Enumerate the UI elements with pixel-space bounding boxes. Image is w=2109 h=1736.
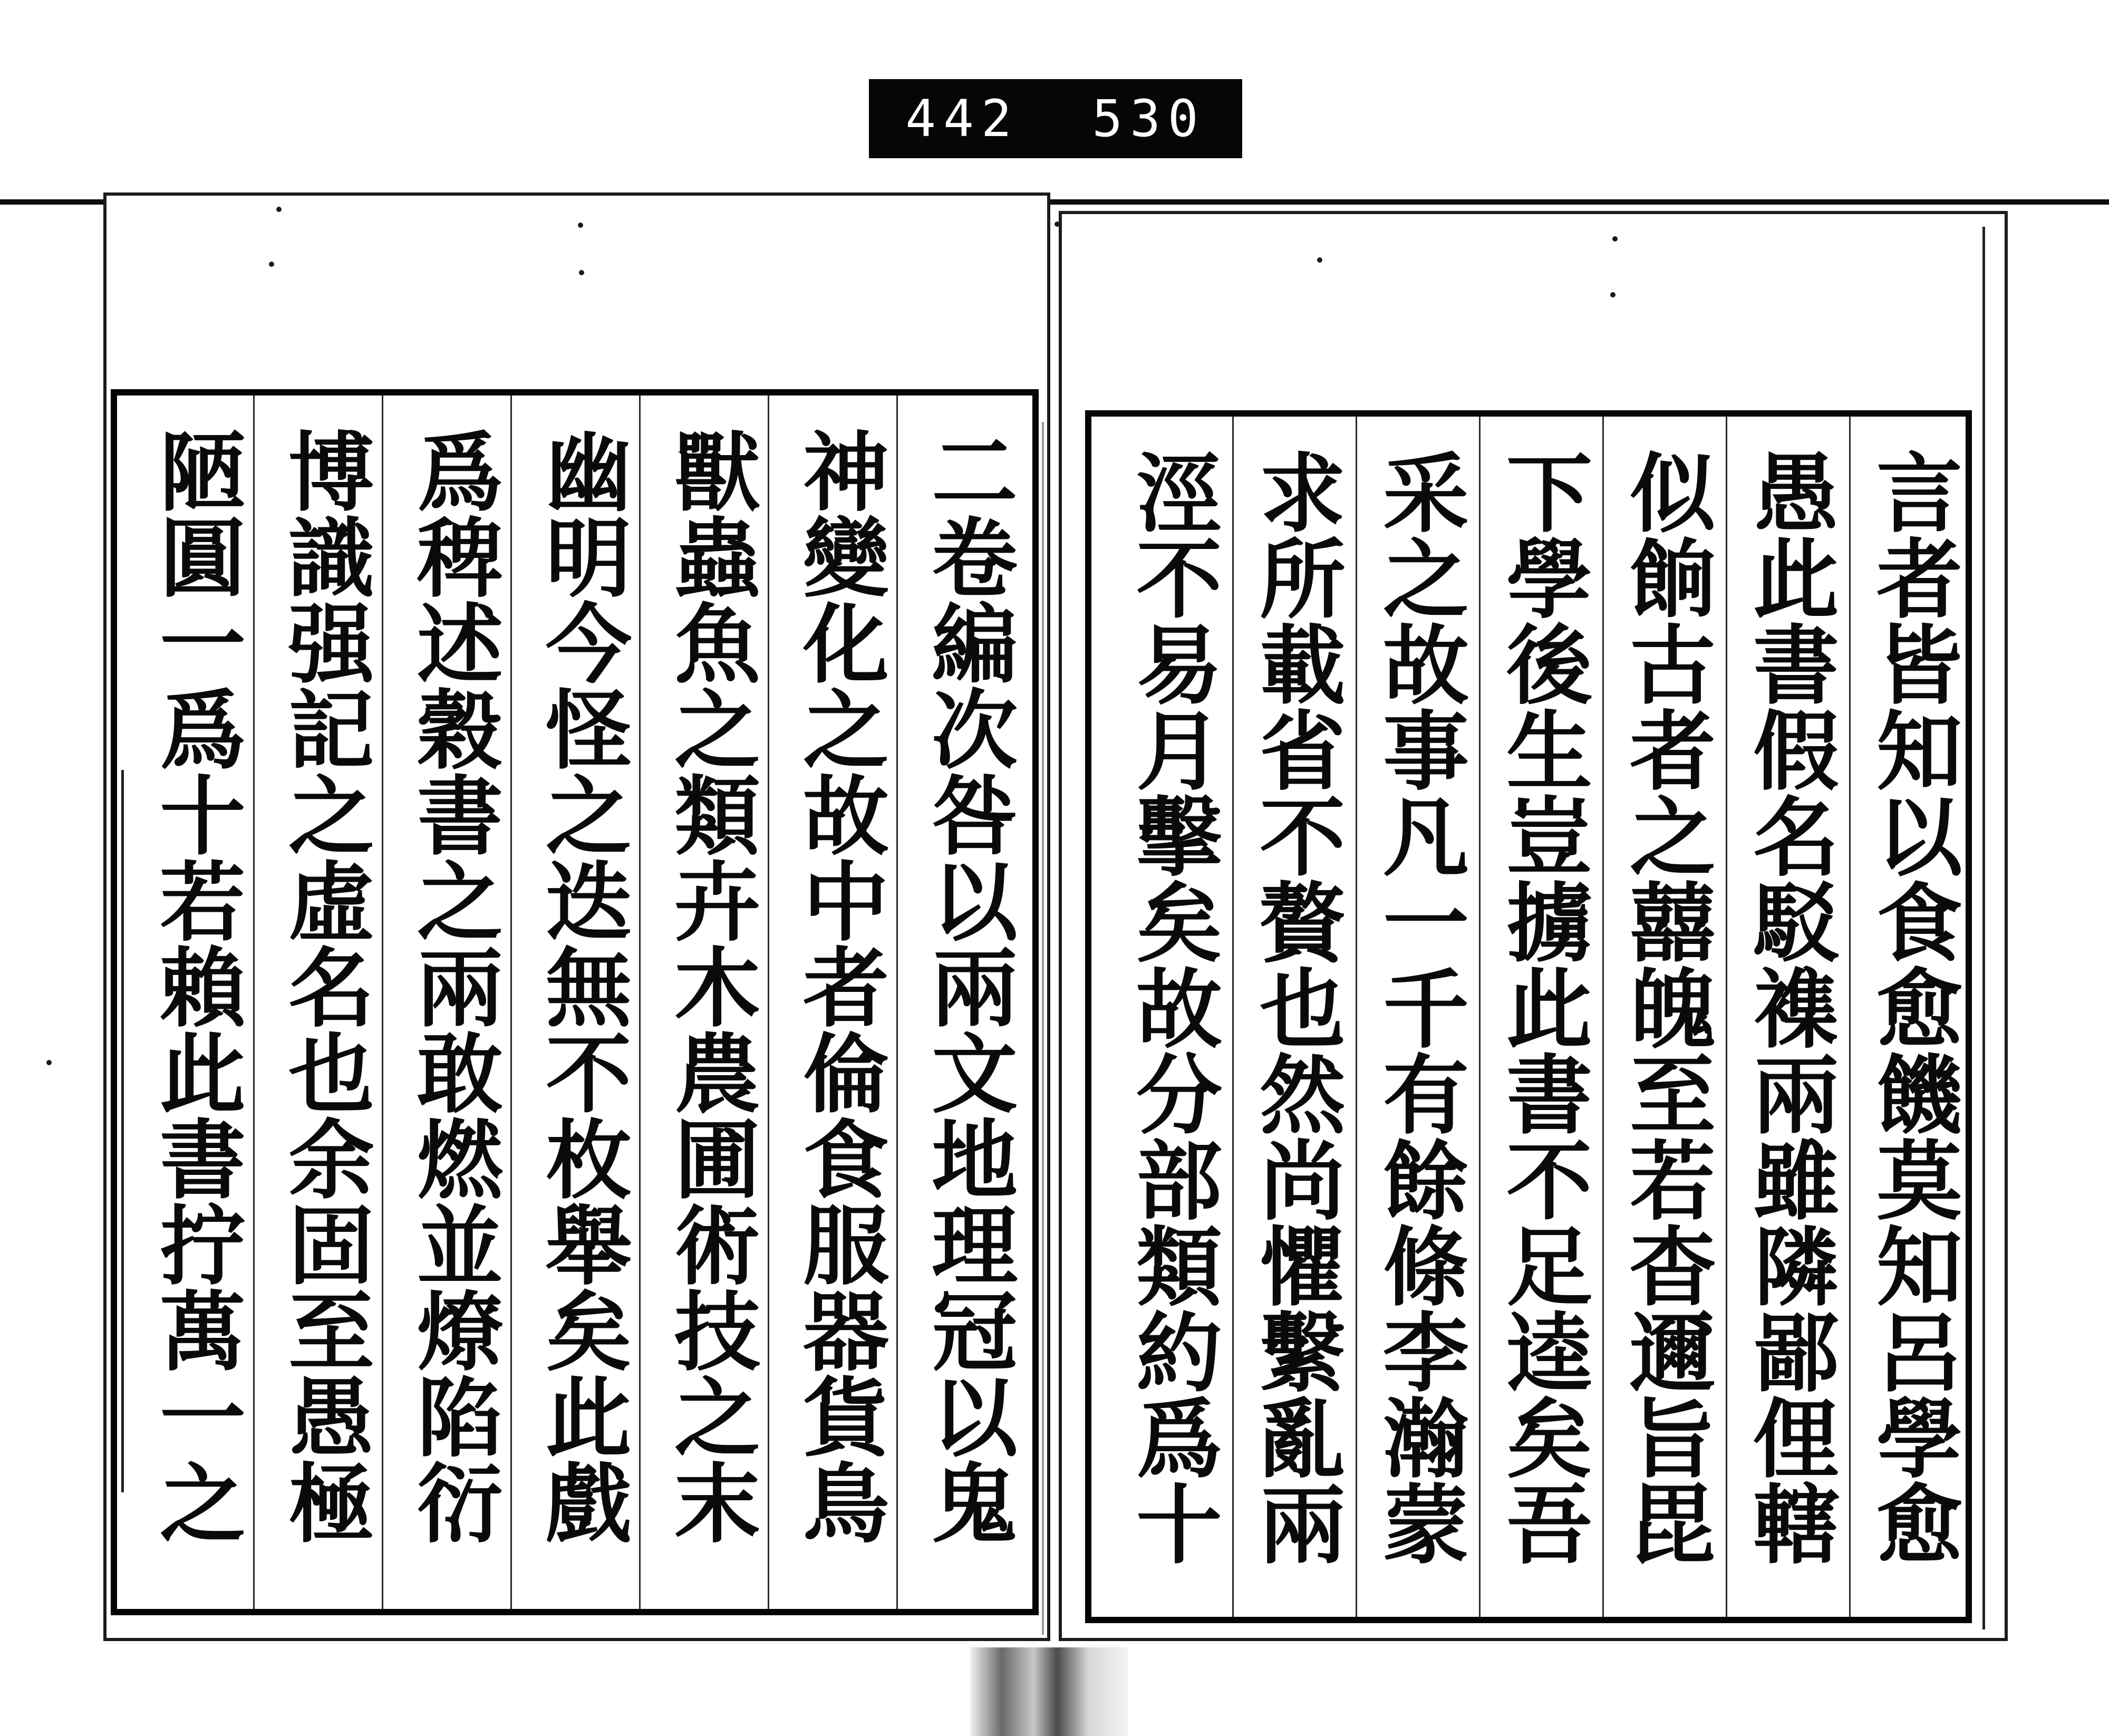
- text-column: 幽明今怪之迭無不枚舉矣此戲: [531, 427, 632, 1545]
- binding-shadow: [970, 1647, 1128, 1736]
- column-divider: [382, 396, 383, 1609]
- text-column: 愚此書假名駁襍兩雖隣鄙俚轄: [1738, 448, 1839, 1566]
- dot-mark: [1612, 236, 1618, 242]
- catalog-number-right: 530: [1092, 89, 1206, 148]
- column-divider: [1356, 417, 1357, 1617]
- text-column: 二卷編次咎以兩文地理冠以鬼: [917, 427, 1018, 1545]
- column-divider: [768, 396, 769, 1609]
- column-divider: [1479, 417, 1481, 1617]
- text-column: 博識强記之虛名也余固至愚極: [274, 427, 374, 1545]
- catalog-label: [869, 79, 1242, 158]
- column-divider: [1726, 417, 1727, 1617]
- text-column: 似餉古者之囍魄至若杳邇旨毘: [1615, 448, 1716, 1566]
- dot-mark: [1317, 257, 1322, 263]
- right-text-frame: [1085, 410, 1972, 1623]
- text-column: 下學後生豈擄此書不足逵矣吾: [1492, 448, 1592, 1566]
- text-column: 言者皆知以食愈饑莫知呂學愈: [1862, 448, 1962, 1566]
- column-divider: [896, 396, 898, 1609]
- gutter-mark: [1042, 422, 1044, 1635]
- dot-mark: [1054, 221, 1060, 227]
- column-divider: [253, 396, 255, 1609]
- dot-mark: [578, 223, 583, 228]
- text-column: 獸蟲魚之類卉木農圃術技之末: [660, 427, 760, 1545]
- dot-mark: [46, 1060, 52, 1065]
- column-divider: [510, 396, 512, 1609]
- column-divider: [1602, 417, 1604, 1617]
- text-column: 采之故事凡一千有餘條李瀚蒙: [1368, 448, 1469, 1566]
- right-edge-stub: [1982, 227, 2004, 1629]
- dot-mark: [269, 262, 274, 267]
- column-divider: [639, 396, 641, 1609]
- dot-mark: [579, 270, 584, 275]
- dot-mark: [1610, 292, 1615, 297]
- text-column: 求所載省不贅也然尚懼繫亂兩: [1245, 448, 1346, 1566]
- column-divider: [1232, 417, 1234, 1617]
- text-column: 神變化之故中者倫食服器貨鳥: [788, 427, 889, 1545]
- text-column: 陋圓一爲十若賴此書拧萬一之: [145, 427, 246, 1545]
- text-column: 涇不易月擊矣故分部類約爲十: [1121, 448, 1222, 1566]
- dot-mark: [276, 207, 282, 212]
- catalog-number-left: 442: [905, 89, 1019, 148]
- text-column: 爲稗述穀書之兩敢燃並燎陷衍: [402, 427, 503, 1545]
- left-text-frame: [111, 389, 1039, 1615]
- column-divider: [1849, 417, 1851, 1617]
